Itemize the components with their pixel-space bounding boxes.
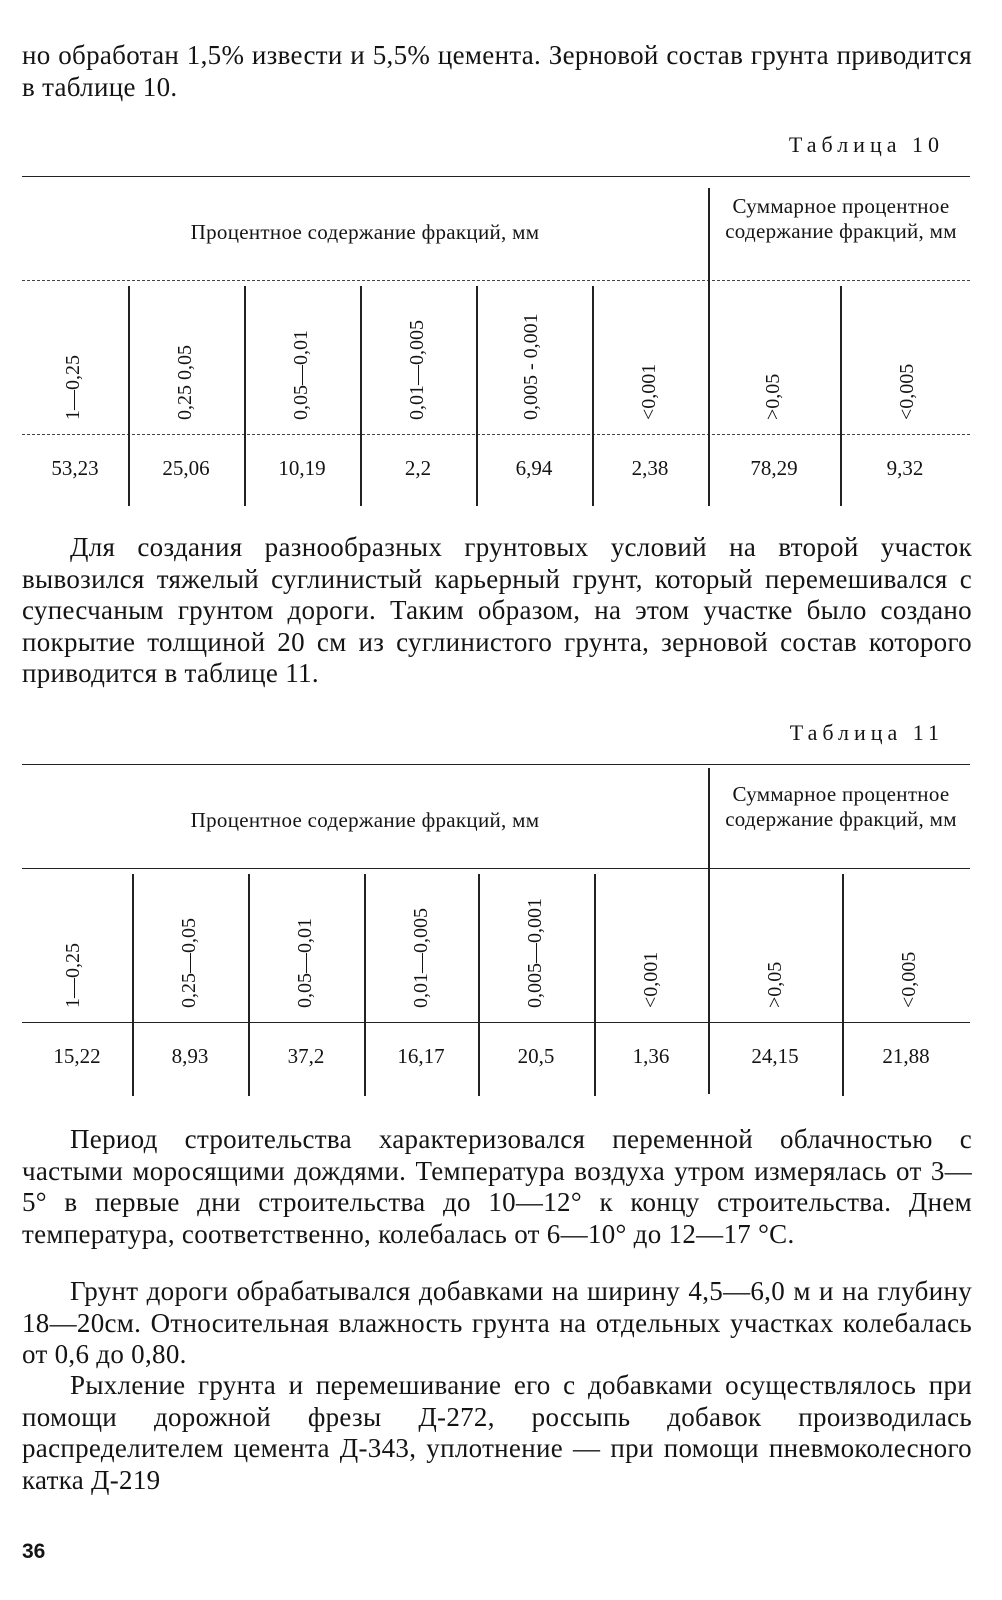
table10-value: 2,2 [404, 456, 432, 480]
table10-header-summary: Суммарное процентное содержание фракций, мм [725, 194, 957, 243]
table11-body-rule [22, 1022, 970, 1023]
table10-value: 2,38 [631, 456, 669, 480]
table11-header-summary: Суммарное процентное содержание фракций, мм [725, 782, 957, 831]
table11-value: 21,88 [882, 1044, 930, 1068]
paragraph-equipment: Рыхление грунта и перемешивание его с добавками осуществлялось при помощи дорожной фрезы Д-272, россыпь добавок производилась распределителем цемента Д-343, уплотнение — при помощи пневмоколесного катка Д-219 [22, 1370, 972, 1495]
table11-col-label: 1—0,25 [62, 943, 84, 1008]
table11-value: 37,2 [287, 1044, 325, 1068]
table11-col-label: 0,01—0,005 [410, 908, 432, 1008]
table10-col-label: 0,05—0,01 [290, 330, 312, 420]
table11-value: 16,17 [397, 1044, 445, 1068]
table10-caption: Таблица 10 [788, 132, 944, 157]
table11-value: 1,36 [632, 1044, 670, 1068]
table10-col-label: 0,01—0,005 [406, 320, 428, 420]
table11-caption: Таблица 11 [789, 720, 944, 745]
table11-header-rule [22, 868, 970, 869]
table10-value: 9,32 [886, 456, 924, 480]
table11-col-label: 0,005—0,001 [524, 898, 546, 1008]
table10-col-label: 1—0,25 [62, 355, 84, 420]
table11-col-label: <0,001 [640, 951, 662, 1008]
table10-col-label: >0,05 [762, 373, 784, 420]
table11-value: 24,15 [751, 1044, 799, 1068]
table11-col-label: 0,05—0,01 [294, 918, 316, 1008]
table11-col-label: 0,25—0,05 [178, 918, 200, 1008]
middle-paragraph: Для создания разнообразных грунтовых условий на второй участок вывозился тяжелый суглинистый карьерный грунт, который перемешивался с супесчаным грунтом дороги. Таким образом, на этом участке было создано покрытие толщиной 20 см из суглинистого грунта, зерновой состав которого приводится в таблице 11. [22, 532, 972, 688]
table11-value: 20,5 [517, 1044, 555, 1068]
table11 [22, 764, 970, 1104]
table11-top-rule [22, 764, 970, 765]
table10-top-rule [22, 176, 970, 177]
table11-value: 15,22 [53, 1044, 101, 1068]
table11-col-label: >0,05 [764, 961, 786, 1008]
table10-value: 25,06 [162, 456, 210, 480]
table11-header-fractions: Процентное содержание фракций, мм [190, 808, 540, 832]
table10-value: 6,94 [515, 456, 553, 480]
table11-value: 8,93 [171, 1044, 209, 1068]
top-paragraph: но обработан 1,5% извести и 5,5% цемента. Зерновой состав грунта приводится в таблице 10. [22, 40, 972, 102]
table11-col-label: <0,005 [898, 951, 920, 1008]
table10-value: 53,23 [51, 456, 99, 480]
table10-header-rule [22, 280, 970, 281]
table10 [22, 176, 970, 516]
page-number: 36 [22, 1540, 46, 1563]
table10-col-label: <0,005 [896, 363, 918, 420]
table10-value: 78,29 [750, 456, 798, 480]
table10-col-label: <0,001 [638, 363, 660, 420]
table10-col-label: 0,005 - 0,001 [520, 313, 542, 420]
table10-value: 10,19 [278, 456, 326, 480]
paragraph-treatment: Грунт дороги обрабатывался добавками на ширину 4,5—6,0 м и на глубину 18—20см. Относительная влажность грунта на отдельных участках колебалась от 0,6 до 0,80. [22, 1276, 972, 1369]
table10-col-label: 0,25 0,05 [174, 345, 196, 420]
table10-body-rule [22, 434, 970, 435]
paragraph-weather: Период строительства характеризовался переменной облачностью с частыми моросящими дождями. Температура воздуха утром измерялась от 3—5° в первые дни строительства до 10—12° к концу строительства. Днем температура, соответственно, колебалась от 6—10° до 12—17 °С. [22, 1124, 972, 1249]
table10-header-fractions: Процентное содержание фракций, мм [190, 220, 540, 244]
